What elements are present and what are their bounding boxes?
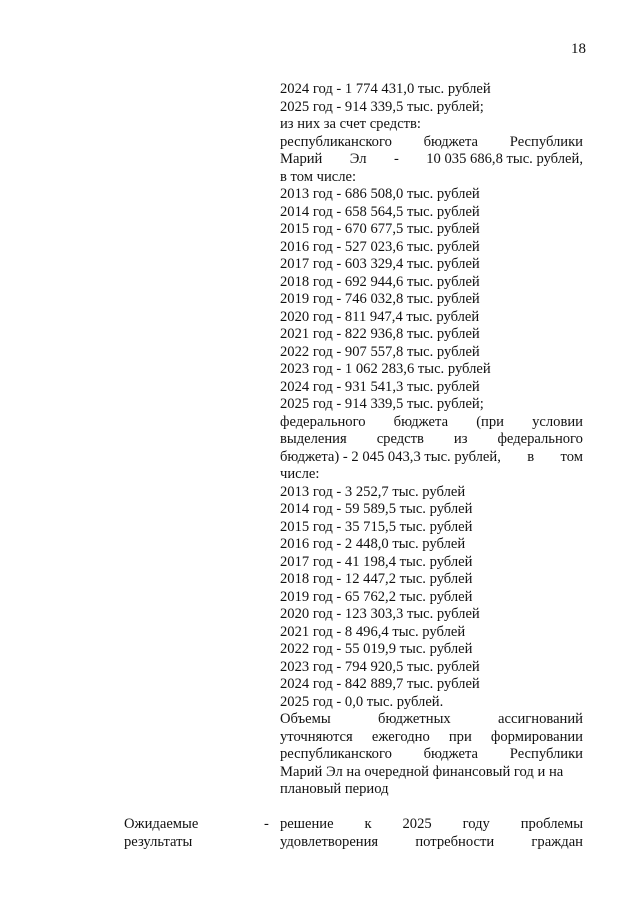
republican-year-2017: 2017 год - 603 329,4 тыс. рублей <box>280 256 480 272</box>
total-2025-line: 2025 год - 914 339,5 тыс. рублей; <box>280 98 484 115</box>
federal-year-2017: 2017 год - 41 198,4 тыс. рублей <box>280 553 473 570</box>
results-label-line-1: Ожидаемые <box>124 816 199 832</box>
republican-year-2024: 2024 год - 931 541,3 тыс. рублей <box>280 378 480 395</box>
federal-year-2014: 2014 год - 59 589,5 тыс. рублей <box>280 501 473 517</box>
federal-year-2023: 2023 год - 794 920,5 тыс. рублей <box>280 658 480 675</box>
republican-year-2014: 2014 год - 658 564,5 тыс. рублей <box>280 203 480 220</box>
word: в <box>527 448 535 465</box>
word: Республики <box>509 133 583 150</box>
federal-year-2021: 2021 год - 8 496,4 тыс. рублей <box>280 623 466 640</box>
word: выделения <box>280 431 347 447</box>
federal-incl-line: числе: <box>280 466 320 482</box>
word: федерального <box>280 413 366 430</box>
republican-line-1 <box>280 133 583 151</box>
federal-year-2022: 2022 год - 55 019,9 тыс. рублей <box>280 641 473 657</box>
word: 2025 <box>402 816 432 832</box>
word: при <box>448 728 472 745</box>
results-line-1 <box>280 815 583 833</box>
word: республиканского <box>280 746 392 762</box>
federal-year-2015: 2015 год - 35 715,5 тыс. рублей <box>280 518 473 535</box>
republican-year-2013: 2013 год - 686 508,0 тыс. рублей <box>280 186 480 202</box>
page-number: 18 <box>571 41 586 57</box>
republican-year-2023: 2023 год - 1 062 283,6 тыс. рублей <box>280 361 491 377</box>
republican-line-2 <box>280 150 583 168</box>
republican-year-2018: 2018 год - 692 944,6 тыс. рублей <box>280 273 480 290</box>
federal-year-2024: 2024 год - 842 889,7 тыс. рублей <box>280 676 480 692</box>
word: уточняются <box>280 728 353 745</box>
word: ежегодно <box>371 728 430 745</box>
word: формировании <box>490 728 583 745</box>
word: из <box>453 431 468 447</box>
results-line-2 <box>280 833 583 851</box>
word: Эл <box>349 151 367 167</box>
word: республиканского <box>280 133 392 150</box>
federal-line-1 <box>280 413 583 431</box>
federal-line-2 <box>280 430 583 448</box>
federal-year-2025: 2025 год - 0,0 тыс. рублей. <box>280 693 444 710</box>
total-2024-line: 2024 год - 1 774 431,0 тыс. рублей <box>280 81 491 97</box>
word: федерального <box>497 431 583 447</box>
word: бюджетных <box>378 711 451 727</box>
republican-year-2019: 2019 год - 746 032,8 тыс. рублей <box>280 291 480 307</box>
federal-year-2020: 2020 год - 123 303,3 тыс. рублей <box>280 606 480 622</box>
republican-year-2025: 2025 год - 914 339,5 тыс. рублей; <box>280 396 484 412</box>
word: ассигнований <box>498 711 583 727</box>
word: бюджета <box>423 746 479 762</box>
results-dash: - <box>264 816 269 832</box>
note-line-2 <box>280 728 583 746</box>
word: условии <box>532 413 583 430</box>
republican-year-2021: 2021 год - 822 936,8 тыс. рублей <box>280 326 480 342</box>
results-label-line-2: результаты <box>124 834 193 850</box>
word: граждан <box>531 834 583 850</box>
federal-line-3 <box>280 448 583 466</box>
word: бюджета <box>423 133 479 150</box>
note-line-3 <box>280 745 583 763</box>
republican-year-2016: 2016 год - 527 023,6 тыс. рублей <box>280 238 480 255</box>
federal-year-2019: 2019 год - 65 762,2 тыс. рублей <box>280 588 473 605</box>
republican-year-2020: 2020 год - 811 947,4 тыс. рублей <box>280 308 480 325</box>
note-line-5: плановый период <box>280 781 389 797</box>
word: решение <box>280 816 334 832</box>
word: Объемы <box>280 711 331 727</box>
word: потребности <box>415 834 495 850</box>
word: средств <box>376 431 424 447</box>
note-line-4: Марий Эл на очередной финансовый год и на <box>280 763 564 780</box>
republican-incl-line: в том числе: <box>280 168 357 185</box>
word: проблемы <box>520 816 583 832</box>
federal-year-2016: 2016 год - 2 448,0 тыс. рублей <box>280 536 466 552</box>
word: году <box>462 816 490 832</box>
word: - <box>393 151 399 167</box>
federal-year-2018: 2018 год - 12 447,2 тыс. рублей <box>280 571 473 587</box>
word: бюджета) - 2 045 043,3 тыс. рублей, <box>280 448 501 465</box>
word: (при <box>476 413 504 430</box>
word: к <box>364 816 372 832</box>
word: бюджета <box>393 413 449 430</box>
word: удовлетворения <box>280 834 379 850</box>
word: том <box>560 448 583 465</box>
word: Марий <box>280 151 323 167</box>
from-them-line: из них за счет средств: <box>280 116 421 132</box>
federal-year-2013: 2013 год - 3 252,7 тыс. рублей <box>280 483 466 500</box>
word: Республики <box>509 746 583 762</box>
word: 10 035 686,8 тыс. рублей, <box>426 151 583 167</box>
republican-year-2022: 2022 год - 907 557,8 тыс. рублей <box>280 343 480 360</box>
republican-year-2015: 2015 год - 670 677,5 тыс. рублей <box>280 221 480 237</box>
note-line-1 <box>280 710 583 728</box>
